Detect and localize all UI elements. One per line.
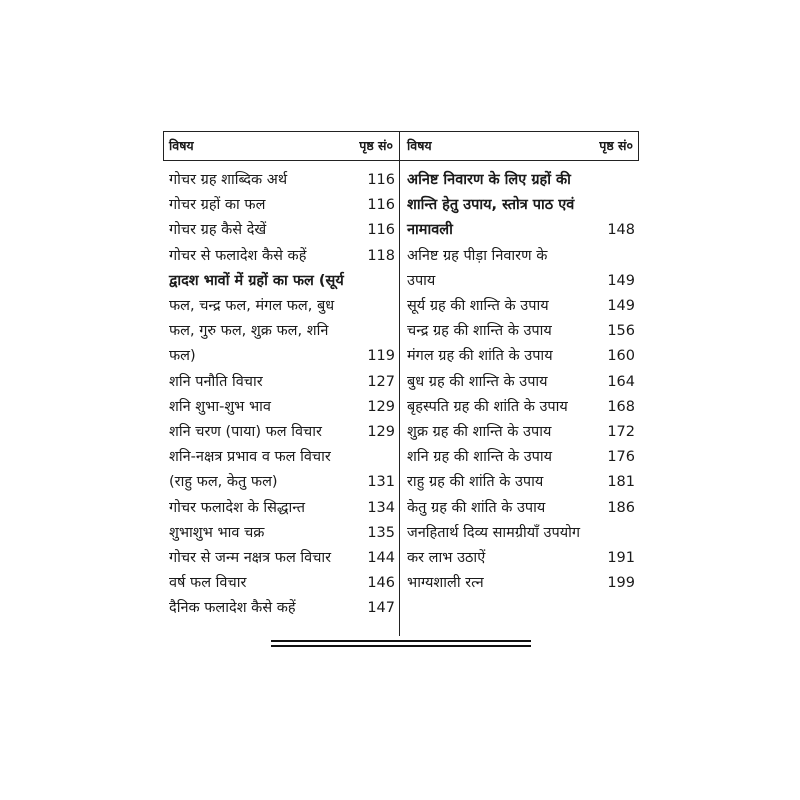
header-subject-right: विषय [407,138,432,153]
toc-entry [163,217,399,243]
header-row-right [401,131,639,161]
toc-entry-page: 127 [367,373,395,390]
toc-entry-title: अनिष्ट निवारण के लिए ग्रहों की [407,172,571,188]
toc-entry [401,419,639,445]
toc-entry [401,268,639,294]
toc-entry-title: गोचर से फलादेश कैसे कहें [169,247,307,264]
toc-entry-title: शनि चरण (पाया) फल विचार [169,424,322,440]
toc-entry [163,570,399,596]
toc-entry-page: 135 [367,524,395,541]
toc-entry-title: फल, चन्द्र फल, मंगल फल, बुध [169,298,335,314]
toc-entry [401,293,639,319]
toc-entry [401,343,639,369]
toc-entry-title: बुध ग्रह की शान्ति के उपाय [407,373,548,390]
table-of-contents [163,131,639,636]
toc-entry-page: 186 [607,499,635,516]
column-divider [399,131,400,636]
toc-entry-page: 116 [367,222,395,239]
toc-entry-title: गोचर फलादेश के सिद्धान्त [169,499,305,516]
toc-entry-title: शुभाशुभ भाव चक्र [169,524,265,541]
toc-entry-title: नामावली [407,222,453,239]
toc-entry-title: शनि-नक्षत्र प्रभाव व फल विचार [169,449,331,466]
toc-entry-title: केतु ग्रह की शांति के उपाय [407,499,546,516]
toc-entry-title: दैनिक फलादेश कैसे कहें [169,600,296,617]
toc-entry-title: शनि ग्रह की शान्ति के उपाय [407,449,553,466]
toc-entry-page: 134 [367,499,395,516]
toc-entry-title: कर लाभ उठाऐं [407,550,486,566]
toc-entry-page: 149 [607,298,635,314]
toc-entry [401,495,639,521]
toc-entry-page: 168 [607,398,635,415]
toc-entry-page: 164 [607,373,635,390]
toc-entry [163,167,399,193]
toc-entry-page: 172 [607,424,635,440]
toc-entry-page: 199 [607,575,635,592]
toc-entry-page: 156 [607,323,635,340]
header-subject-left: विषय [169,138,194,153]
toc-entry-title: शान्ति हेतु उपाय, स्तोत्र पाठ एवं [407,197,575,214]
toc-entry-title: चन्द्र ग्रह की शान्ति के उपाय [407,323,552,340]
toc-entry-title: (राहु फल, केतु फल) [169,474,278,491]
toc-entry-page: 176 [607,449,635,466]
toc-entry [163,545,399,571]
toc-entry [163,419,399,445]
toc-entry-title: गोचर ग्रह शाब्दिक अर्थ [169,172,288,188]
toc-entry-title: गोचर ग्रह कैसे देखें [169,222,267,239]
toc-entry-title: शनि शुभा-शुभ भाव [169,398,271,415]
toc-entry [163,318,399,344]
toc-entry [163,192,399,218]
toc-entry-page: 116 [367,197,395,214]
toc-entry [163,595,399,621]
toc-entry-page: 116 [367,172,395,188]
toc-entry-title: द्वादश भावों में ग्रहों का फल (सूर्य [169,272,344,289]
toc-entry [401,192,639,218]
toc-entry-title: भाग्यशाली रत्न [407,575,484,592]
toc-entry-title: राहु ग्रह की शांति के उपाय [407,474,544,491]
toc-entry [401,520,639,546]
toc-entry-title: जनहितार्थ दिव्य सामग्रीयाँ उपयोग [407,524,581,541]
toc-entry [163,243,399,269]
toc-entry [163,469,399,495]
toc-entry-title: उपाय [407,272,436,289]
toc-entry-title: गोचर ग्रहों का फल [169,197,266,214]
toc-entry-page: 148 [607,222,635,239]
toc-entry-title: अनिष्ट ग्रह पीड़ा निवारण के [407,247,548,264]
toc-entry [163,394,399,420]
toc-entry-page: 181 [607,474,635,491]
toc-entry-page: 129 [367,398,395,415]
bottom-rule-lower [271,645,531,647]
toc-entry [401,469,639,495]
toc-entry-title: गोचर से जन्म नक्षत्र फल विचार [169,550,332,566]
header-page-right: पृष्ठ सं० [599,138,633,153]
toc-entry-page: 129 [367,424,395,440]
toc-entry [401,167,639,193]
toc-entry [163,369,399,395]
toc-entry-page: 149 [607,272,635,289]
toc-entry-title: वर्ष फल विचार [169,575,247,592]
header-row-left [163,131,399,161]
toc-entry-title: शुक्र ग्रह की शान्ति के उपाय [407,424,552,440]
toc-entry [401,243,639,269]
toc-entry-page: 191 [607,550,635,566]
toc-entry [401,318,639,344]
toc-entry-title: फल, गुरु फल, शुक्र फल, शनि [169,323,329,340]
toc-entry-page: 131 [367,474,395,491]
toc-entry-page: 144 [367,550,395,566]
toc-entry [163,293,399,319]
toc-entry-page: 160 [607,348,635,365]
toc-entry-title: बृहस्पति ग्रह की शांति के उपाय [407,398,568,415]
toc-entry [163,268,399,294]
toc-entry [401,545,639,571]
toc-entry-page: 118 [367,247,395,264]
toc-entry [163,444,399,470]
toc-entry-page: 119 [367,348,395,365]
toc-entry-title: शनि पनौति विचार [169,373,263,390]
toc-entry-title: फल) [169,348,196,365]
toc-entry-title: सूर्य ग्रह की शान्ति के उपाय [407,298,549,314]
toc-entry-page: 146 [367,575,395,592]
toc-entry [401,570,639,596]
toc-entry [163,520,399,546]
bottom-rule-upper [271,640,531,642]
toc-entry-title: मंगल ग्रह की शांति के उपाय [407,348,553,365]
toc-entry [163,343,399,369]
toc-entry-page: 147 [367,600,395,617]
toc-entry [401,444,639,470]
toc-entry [163,495,399,521]
toc-entry [401,394,639,420]
toc-entry [401,369,639,395]
header-page-left: पृष्ठ सं० [359,138,393,153]
toc-entry [401,217,639,243]
